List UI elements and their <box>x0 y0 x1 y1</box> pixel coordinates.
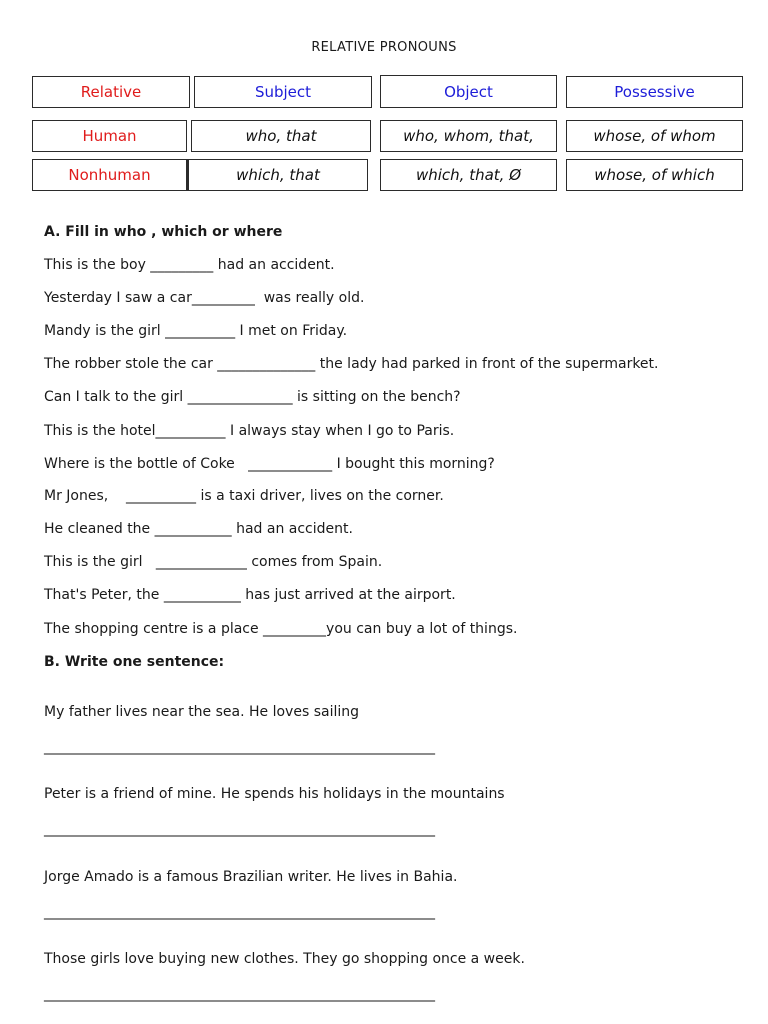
exercise-b-item: Peter is a friend of mine. He spends his holidays in the mountains <box>44 786 505 802</box>
header-relative: Relative <box>32 76 190 108</box>
header-possessive: Possessive <box>566 76 743 108</box>
human-subject: who, that <box>191 120 371 152</box>
section-a-heading: A. Fill in who , which or where <box>44 224 283 240</box>
exercise-a-item: Can I talk to the girl _______________ is sitting on the bench? <box>44 389 461 405</box>
answer-line: _____________________________________________________________ <box>44 986 435 1002</box>
answer-line: _____________________________________________________________ <box>44 904 435 920</box>
row-label-nonhuman: Nonhuman <box>32 159 187 191</box>
exercise-a-item: This is the boy _________ had an accident. <box>44 257 335 273</box>
header-object: Object <box>380 75 557 108</box>
answer-line: _____________________________________________________________ <box>44 739 435 755</box>
nonhuman-possessive: whose, of which <box>566 159 743 191</box>
exercise-a-item: Mandy is the girl __________ I met on Friday. <box>44 323 348 339</box>
nonhuman-subject: which, that <box>186 159 368 191</box>
exercise-a-item: This is the girl _____________ comes from Spain. <box>44 554 383 570</box>
exercise-a-item: Yesterday I saw a car_________ was really old. <box>44 290 365 306</box>
exercise-a-item: Where is the bottle of Coke ____________ I bought this morning? <box>44 456 495 472</box>
human-possessive: whose, of whom <box>566 120 743 152</box>
answer-line: _____________________________________________________________ <box>44 821 435 837</box>
exercise-a-item: This is the hotel__________ I always stay when I go to Paris. <box>44 423 455 439</box>
exercise-a-item: The robber stole the car ______________ the lady had parked in front of the supermarket. <box>44 356 659 372</box>
exercise-a-item: Mr Jones, __________ is a taxi driver, lives on the corner. <box>44 488 444 504</box>
row-label-human: Human <box>32 120 187 152</box>
exercise-a-item: The shopping centre is a place _________you can buy a lot of things. <box>44 621 518 637</box>
exercise-a-item: That's Peter, the ___________ has just arrived at the airport. <box>44 587 456 603</box>
human-object: who, whom, that, <box>380 120 557 152</box>
exercise-a-item: He cleaned the ___________ had an accident. <box>44 521 353 537</box>
section-b-heading: B. Write one sentence: <box>44 654 225 670</box>
exercise-b-item: Jorge Amado is a famous Brazilian writer. He lives in Bahia. <box>44 869 458 885</box>
exercise-b-item: My father lives near the sea. He loves sailing <box>44 704 359 720</box>
nonhuman-object: which, that, Ø <box>380 159 557 191</box>
page-title: RELATIVE PRONOUNS <box>311 40 457 55</box>
header-subject: Subject <box>194 76 372 108</box>
exercise-b-item: Those girls love buying new clothes. They go shopping once a week. <box>44 951 525 967</box>
